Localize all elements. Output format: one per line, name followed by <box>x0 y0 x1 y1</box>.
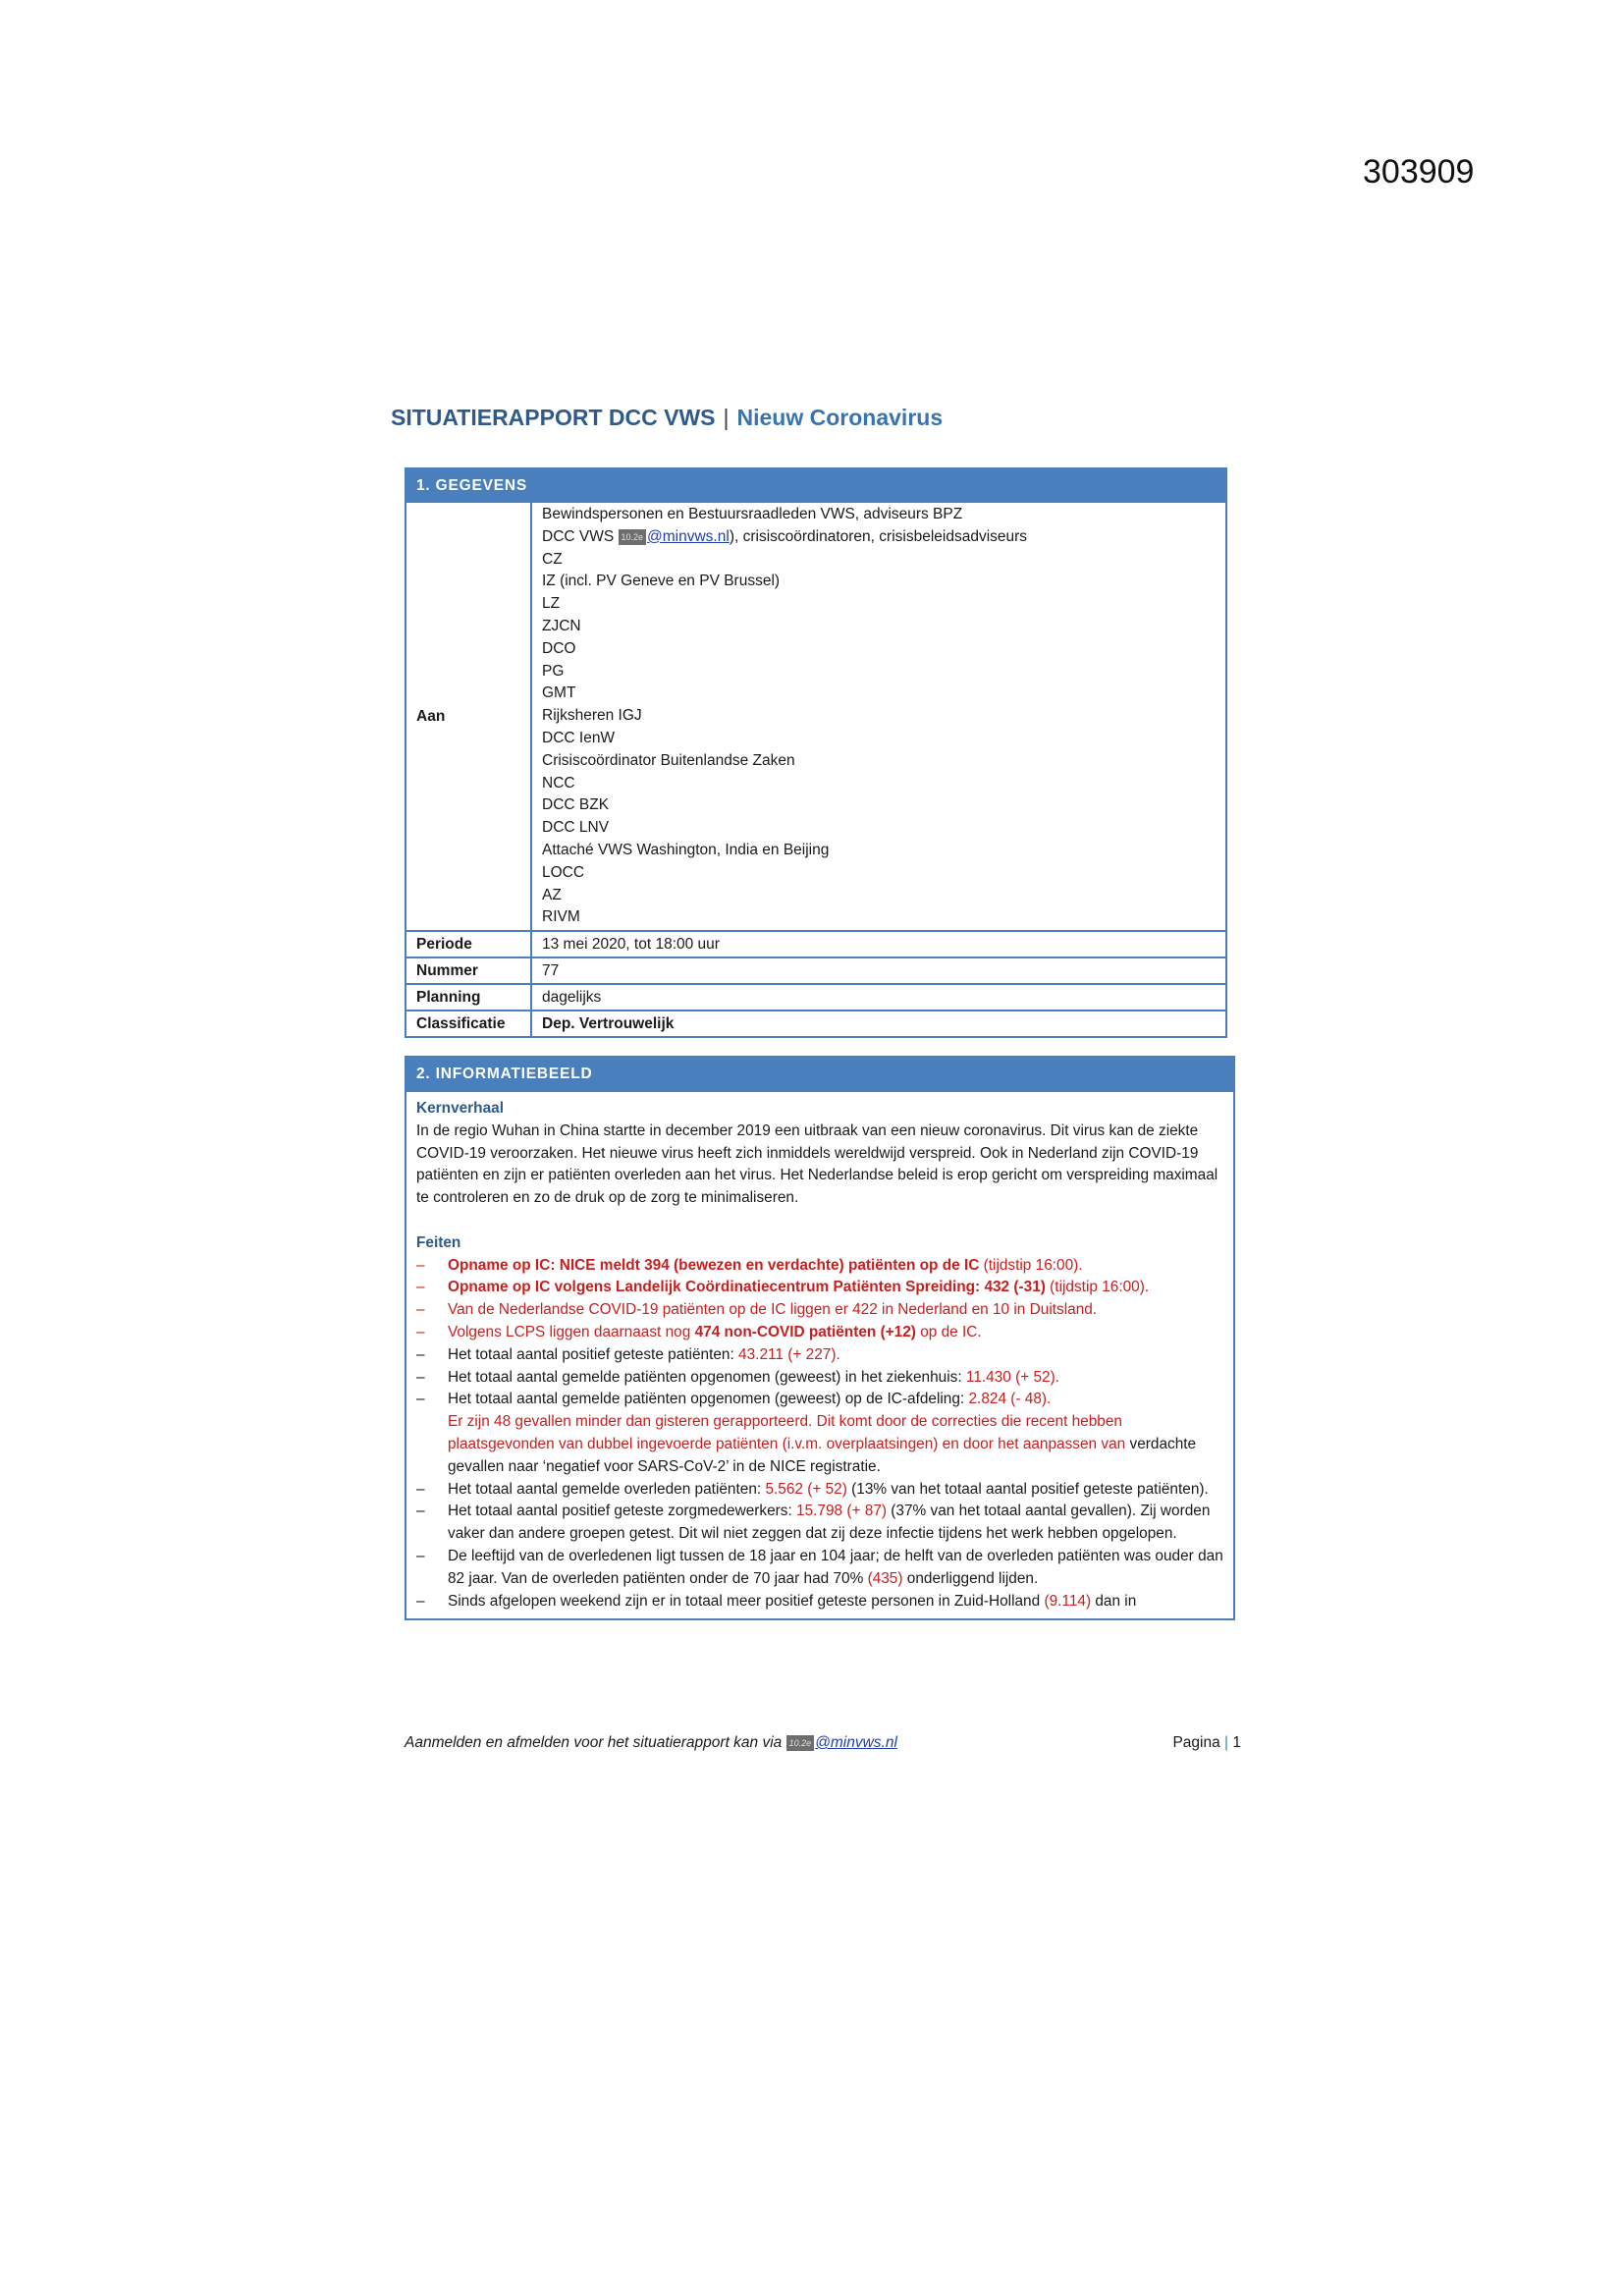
title-separator: | <box>723 405 730 430</box>
feiten-list <box>416 1255 1225 1613</box>
email-link[interactable]: @minvws.nl <box>647 527 730 545</box>
fact-item: – Het totaal aantal gemelde patiënten opgenomen (geweest) in het ziekenhuis: 11.430 (+ 52). <box>416 1367 1225 1390</box>
redaction-box: 10.2e <box>619 529 647 545</box>
informatiebeeld-header: 2. INFORMATIEBEELD <box>406 1056 1233 1092</box>
recipient: DCC BZK <box>542 796 610 814</box>
gegevens-table <box>406 503 1225 1036</box>
recipients-list <box>531 503 1225 931</box>
recipient: GMT <box>542 684 576 702</box>
kernverhaal-text: In de regio Wuhan in China startte in december 2019 een uitbraak van een nieuw coronavirus. Dit virus kan de ziekte COVID-19 veroorzaken. Het nieuwe virus heeft zich inmiddels wereldwijd verspreid. Ook in Nederland zijn COVID-19 patiënten en zijn er patiënten overleden aan het virus. Het Nederlandse beleid is erop gericht om verspreiding maximaal te controleren en zo de druk op de zorg te minimaliseren. <box>416 1121 1218 1207</box>
nummer-value: 77 <box>531 957 1225 984</box>
recipient: Rijksheren IGJ <box>542 707 642 725</box>
informatiebeeld-body <box>406 1092 1233 1618</box>
fact-item: – Opname op IC volgens Landelijk Coördinatiecentrum Patiënten Spreiding: 432 (-31) (tijdstip 16:00). <box>416 1277 1225 1299</box>
recipient: AZ <box>542 886 562 903</box>
fact-item: – Van de Nederlandse COVID-19 patiënten op de IC liggen er 422 in Nederland en 10 in Duitsland. <box>416 1299 1225 1322</box>
recipient: Bewindspersonen en Bestuursraadleden VWS, adviseurs BPZ <box>542 506 963 522</box>
fact-item: – Het totaal aantal gemelde patiënten opgenomen (geweest) op de IC-afdeling: 2.824 (- 48). Er zijn 48 gevallen minder dan gisteren gerapporteerd. Dit komt door de correcties die recent hebben plaatsgevonden van dubbel ingevoerde patiënten (i.v.m. overplaatsingen) en door het aanpassen van verdachte gevallen naar ‘negatief voor SARS-CoV-2’ in de NICE registratie. <box>416 1389 1225 1478</box>
gegevens-header: 1. GEGEVENS <box>406 469 1225 503</box>
recipient: Attaché VWS Washington, India en Beijing <box>542 841 830 858</box>
document-number: 303909 <box>1363 153 1475 191</box>
recipient: DCO <box>542 639 576 657</box>
title-subtitle: Nieuw Coronavirus <box>736 405 944 430</box>
fact-item: – Opname op IC: NICE meldt 394 (bewezen en verdachte) patiënten op de IC (tijdstip 16:00). <box>416 1255 1225 1278</box>
recipient: CZ <box>542 550 563 568</box>
gegevens-section <box>405 467 1227 1038</box>
recipient: ZJCN <box>542 617 581 634</box>
fact-item: – Het totaal aantal positief geteste zorgmedewerkers: 15.798 (+ 87) (37% van het totaal aantal gevallen). Zij worden vaker dan andere groepen getest. Dit wil niet zeggen dat zij deze infectie tijdens het werk hebben opgelopen. <box>416 1501 1225 1546</box>
periode-value: 13 mei 2020, tot 18:00 uur <box>531 931 1225 957</box>
nummer-label: Nummer <box>406 957 531 984</box>
informatiebeeld-section <box>405 1056 1235 1620</box>
fact-item: – De leeftijd van de overledenen ligt tussen de 18 jaar en 104 jaar; de helft van de overleden patiënten was ouder dan 82 jaar. Van de overleden patiënten onder de 70 jaar had 70% (435) onderliggend lijden. <box>416 1546 1225 1591</box>
recipient: DCC IenW <box>542 729 616 746</box>
classificatie-label: Classificatie <box>406 1011 531 1036</box>
redaction-box: 10.2e <box>786 1735 815 1751</box>
classificatie-value: Dep. Vertrouwelijk <box>531 1011 1225 1036</box>
recipient: DCC LNV <box>542 819 610 837</box>
fact-item: – Het totaal aantal gemelde overleden patiënten: 5.562 (+ 52) (13% van het totaal aantal positief geteste patiënten). <box>416 1479 1225 1502</box>
fact-item: – Het totaal aantal positief geteste patiënten: 43.211 (+ 227). <box>416 1344 1225 1367</box>
footer-subscribe-text: Aanmelden en afmelden voor het situatierapport kan via 10.2e @minvws.nl <box>405 1734 897 1751</box>
fact-item: – Volgens LCPS liggen daarnaast nog 474 non-COVID patiënten (+12) op de IC. <box>416 1322 1225 1344</box>
planning-value: dagelijks <box>531 984 1225 1011</box>
recipient: LZ <box>542 595 561 613</box>
periode-label: Periode <box>406 931 531 957</box>
fact-item: – Sinds afgelopen weekend zijn er in totaal meer positief geteste personen in Zuid-Holland (9.114) dan in <box>416 1591 1225 1613</box>
recipient: PG <box>542 662 565 680</box>
feiten-heading: Feiten <box>416 1233 461 1251</box>
recipient: NCC <box>542 774 575 792</box>
aan-label: Aan <box>406 503 531 931</box>
page-footer <box>405 1734 1241 1752</box>
recipient: RIVM <box>542 908 580 926</box>
report-title <box>391 405 943 431</box>
planning-label: Planning <box>406 984 531 1011</box>
title-main: SITUATIERAPPORT DCC VWS <box>391 405 716 430</box>
recipient: LOCC <box>542 863 585 881</box>
recipient: Crisiscoördinator Buitenlandse Zaken <box>542 751 795 769</box>
kernverhaal-heading: Kernverhaal <box>416 1100 504 1117</box>
recipient: IZ (incl. PV Geneve en PV Brussel) <box>542 573 781 590</box>
email-link[interactable]: @minvws.nl <box>815 1734 897 1751</box>
recipient: DCC VWS 10.2e @minvws.nl), crisiscoördinatoren, crisisbeleidsadviseurs <box>542 527 1028 545</box>
page-number: Pagina | 1 <box>1172 1734 1241 1751</box>
